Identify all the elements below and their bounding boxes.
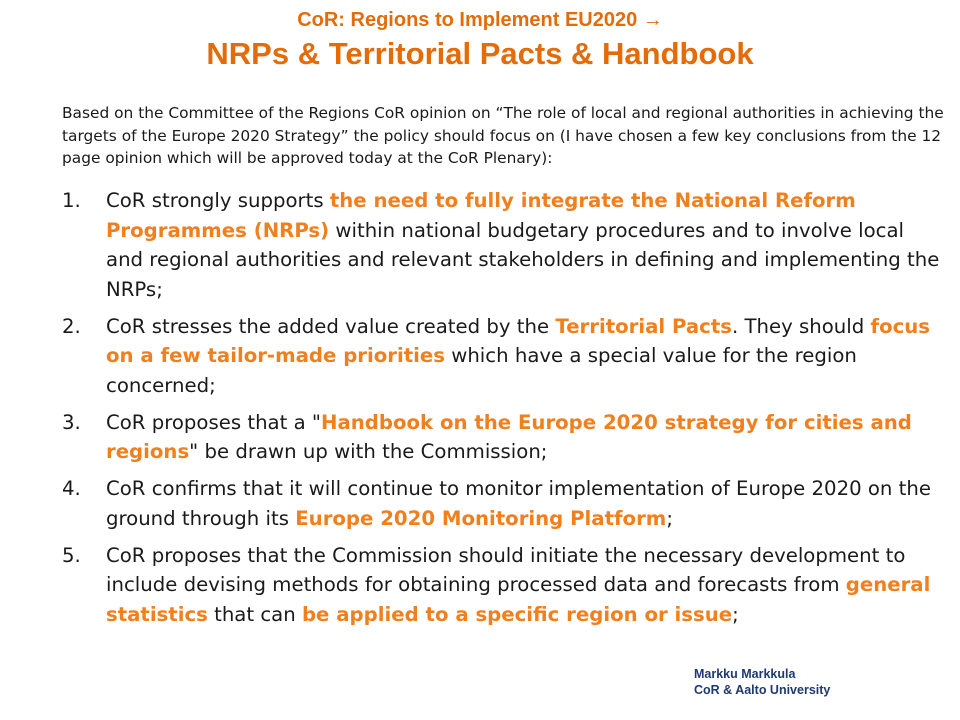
highlighted-text: Territorial Pacts <box>555 314 732 338</box>
list-item <box>62 541 946 630</box>
list-item <box>62 408 946 467</box>
list-item-number: 3. <box>62 410 81 434</box>
highlighted-text: Europe 2020 Monitoring Platform <box>295 506 667 530</box>
slide-title <box>0 6 960 74</box>
list-item-text <box>106 411 912 464</box>
body-text: CoR strongly supports <box>106 189 330 212</box>
highlighted-text: be applied to a specific region or issue <box>301 602 733 626</box>
body-text: . They should <box>731 314 871 338</box>
highlighted-text: focus on a few tailor-made priorities <box>106 314 931 367</box>
body-text: ; <box>666 506 673 530</box>
list-item-text <box>106 315 930 397</box>
list-item-text <box>106 189 939 301</box>
intro-paragraph: Based on the Committee of the Regions CoR opinion on “The role of local and regional authorities in achieving the targets of the Europe 2020 Strategy” the policy should focus on (I have chosen a few key conclusions from the 12 page opinion which will be approved today at the CoR Plenary): <box>62 104 944 167</box>
body-text: CoR proposes that a " <box>106 410 321 434</box>
list-item-number: 5. <box>62 543 81 567</box>
list-item <box>62 474 946 533</box>
body-text: which have a special value for the region concerned; <box>106 344 857 397</box>
list-item-number: 1. <box>62 189 81 212</box>
list-item <box>62 186 946 304</box>
list-item-text <box>106 477 931 530</box>
body-text: " be drawn up with the Commission; <box>189 440 548 463</box>
footer-author: Markku Markkula <box>694 667 796 681</box>
body-text: CoR confirms that it will continue to monitor implementation of Europe 2020 on the ground through its <box>106 477 931 530</box>
body-text: ; <box>732 602 739 626</box>
highlighted-text: the need to fully integrate the National Reform Programmes (NRPs) <box>106 189 856 242</box>
conclusions-list <box>62 186 946 637</box>
footer-affiliation: CoR & Aalto University <box>694 683 831 697</box>
list-item-number: 2. <box>62 314 81 338</box>
highlighted-text: general statistics <box>106 573 931 626</box>
body-text: that can <box>207 602 302 626</box>
slide-title-line2: NRPs & Territorial Pacts & Handbook <box>206 36 754 71</box>
list-item <box>62 312 946 401</box>
slide-title-line1: CoR: Regions to Implement EU2020 → <box>297 9 663 31</box>
list-item-number: 4. <box>62 477 81 500</box>
body-text: CoR proposes that the Commission should initiate the necessary development to include devising methods for obtaining processed data and forecasts from <box>106 543 906 596</box>
body-text: within national budgetary procedures and to involve local and regional authorities and relevant stakeholders in defining and implementing the NRPs; <box>106 218 940 301</box>
footer-credit <box>694 666 830 698</box>
highlighted-text: Handbook on the Europe 2020 strategy for cities and regions <box>106 410 912 463</box>
list-item-text <box>106 544 930 626</box>
body-text: CoR stresses the added value created by the <box>106 314 556 338</box>
